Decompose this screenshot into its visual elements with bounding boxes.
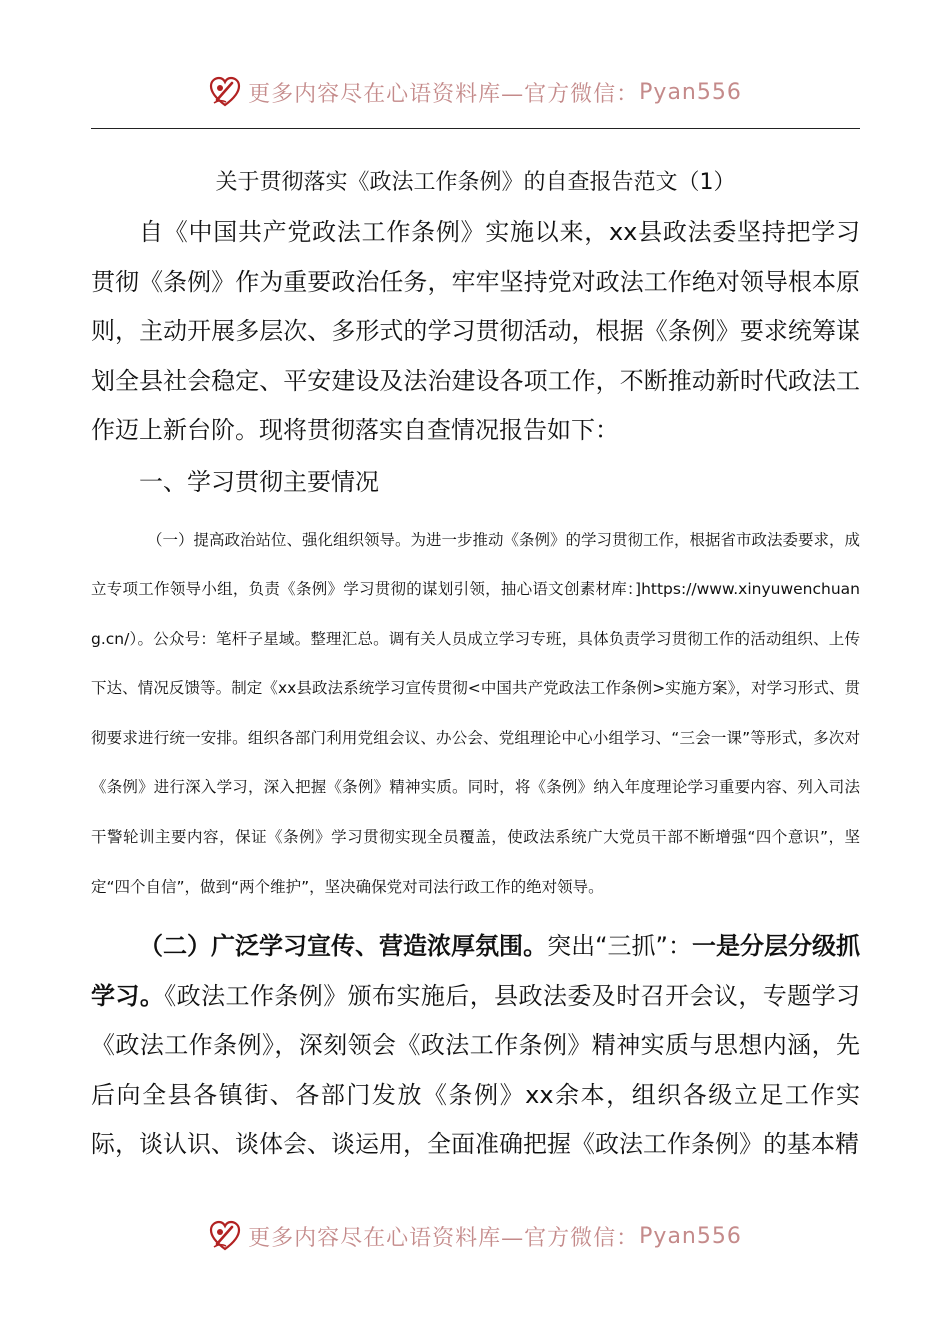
document-body [91,158,860,1170]
header-banner [0,70,950,114]
paragraph-text: 《政法工作条例》颁布实施后，县政法委及时召开会议，专题学习《政法工作条例》，深刻领会《政法工作条例》精神实质与思想内涵，先后向全县各镇街、各部门发放《条例》xx余本，组织各级立足工作实际，谈认识、谈体会、谈运用，全面准确把握《政法工作条例》的基本精 [91,981,861,1159]
heart-pen-logo-icon [208,75,242,109]
banner-wechat-id: Pyan556 [639,1223,742,1249]
section-heading: 一、学习贯彻主要情况 [139,467,379,496]
section1-paragraph-1: （一）提高政治站位、强化组织领导。为进一步推动《条例》的学习贯彻工作，根据省市政法委要求，成立专项工作领导小组，负责《条例》学习贯彻的谋划引领，抽心语文创素材库：]https://www.xinyuwenchuang.cn/）。公众号：笔杆子星域。整理汇总。调有关人员成立学习专班，具体负责学习贯彻工作的活动组织、上传下达、情况反馈等。制定《xx县政法系统学习宣传贯彻<中国共产党政法工作条例>实施方案》，对学习形式、贯彻要求进行统一安排。组织各部门利用党组会议、办公会、党组理论中心小组学习、“三会一课”等形式，多次对《条例》进行深入学习，深入把握《条例》精神实质。同时，将《条例》纳入年度理论学习重要内容、列入司法干警轮训主要内容，保证《条例》学习贯彻实现全员覆盖，使政法系统广大党员干部不断增强“四个意识”，坚定“四个自信”，做到“两个维护”，坚决确保党对司法行政工作的绝对领导。 [91,530,861,896]
banner-text: 更多内容尽在心语资料库—官方微信： [248,1225,640,1251]
footer-banner [0,1214,950,1258]
section1-paragraph-2 [91,922,860,1170]
point-heading-bold: 一是分层分级抓学习。 [91,932,861,1010]
banner-text: 更多内容尽在心语资料库—官方微信： [248,81,640,107]
document-title: 关于贯彻落实《政法工作条例》的自查报告范文（1） [215,170,736,195]
intro-paragraph: 自《中国共产党政法工作条例》实施以来，xx县政法委坚持把学习贯彻《条例》作为重要政治任务，牢牢坚持党对政法工作绝对领导根本原则，主动开展多层次、多形式的学习贯彻活动，根据《条例》要求统筹谋划全县社会稳定、平安建设及法治建设各项工作，不断推动新时代政法工作迈上新台阶。现将贯彻落实自查情况报告如下： [91,218,860,444]
paragraph-text: 突出“三抓”： [547,932,692,961]
subheading-bold: （二）广泛学习宣传、营造浓厚氛围。 [139,932,548,961]
header-divider [91,128,860,129]
heart-pen-logo-icon [208,1219,242,1253]
banner-wechat-id: Pyan556 [639,79,742,105]
